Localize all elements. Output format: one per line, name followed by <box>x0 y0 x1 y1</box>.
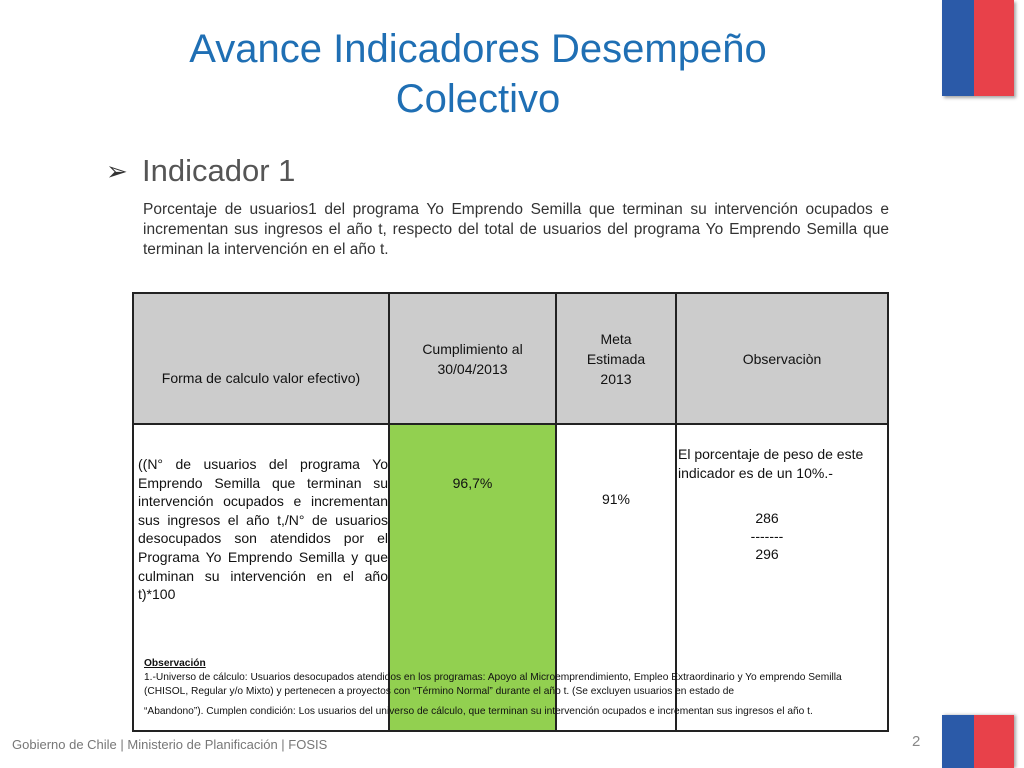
observacion-text: El porcentaje de peso de este indicador es de un 10%.- <box>678 446 864 481</box>
formula-cell: ((N° de usuarios del programa Yo Emprendo Semilla que terminan su intervención ocupados e incrementan sus ingresos el año t,/N° de usuarios desocupados son atendidos por el Programa Yo Emprendo Semilla y que culminan su intervención en el año t)*100 <box>133 424 389 731</box>
flag-red-stripe <box>974 715 1014 768</box>
meta-value: 91% <box>556 424 676 731</box>
fraction-numerator: 286 <box>755 510 779 526</box>
footer-text: Gobierno de Chile | Ministerio de Planificación | FOSIS <box>12 737 328 752</box>
flag-red-stripe <box>974 0 1014 96</box>
header-cumplimiento <box>389 293 556 424</box>
header-forma-calculo: Forma de calculo valor efectivo) <box>133 293 389 424</box>
indicator-heading: Indicador 1 <box>142 153 296 188</box>
chile-flag-logo-bottom <box>942 715 1014 768</box>
indicator-description: Porcentaje de usuarios1 del programa Yo Emprendo Semilla que terminan su intervención ocupados e incrementan sus ingresos el año t, respecto del total de usuarios del programa Yo Emprendo Semilla que terminan la intervención en el año t. <box>143 201 889 258</box>
title-line-2: Colectivo <box>395 77 561 121</box>
slide-title <box>118 24 838 124</box>
header-observacion: Observaciòn <box>676 293 888 424</box>
header-meta <box>556 293 676 424</box>
flag-blue-stripe <box>942 0 974 96</box>
cumplimiento-value: 96,7% <box>389 424 556 731</box>
fraction-denominator: 296 <box>755 546 779 562</box>
arrow-bullet-icon: ➢ <box>106 155 128 186</box>
observation-text: 1.-Universo de cálculo: Usuarios desocupados atendidos en los programas: Apoyo al Microemprendimiento, Empleo Extraordinario y Yo emprendo Semilla (CHISOL, Regular y/o Mixto) y pertenecen a proyectos con “Término Normal” durante el año t. (Se excluyen usuarios en estado de <box>144 672 842 697</box>
chile-flag-logo <box>942 0 1014 96</box>
page-number: 2 <box>912 733 921 750</box>
table-header-row <box>133 293 888 424</box>
observation-title: Observación <box>144 658 206 669</box>
fraction <box>678 509 886 563</box>
observation-note <box>144 657 864 719</box>
bullet-heading <box>106 153 295 189</box>
header-cumplimiento-label: Cumplimiento al 30/04/2013 <box>422 340 523 377</box>
title-line-1: Avance Indicadores Desempeño <box>189 27 767 71</box>
flag-blue-stripe <box>942 715 974 768</box>
observation-text-2: “Abandono”). Cumplen condición: Los usuarios del universo de cálculo, que terminan su intervención ocupados e incrementan sus ingresos el año t. <box>144 706 813 717</box>
fraction-line: ------- <box>750 528 784 544</box>
header-meta-label: Meta Estimada 2013 <box>586 330 646 387</box>
